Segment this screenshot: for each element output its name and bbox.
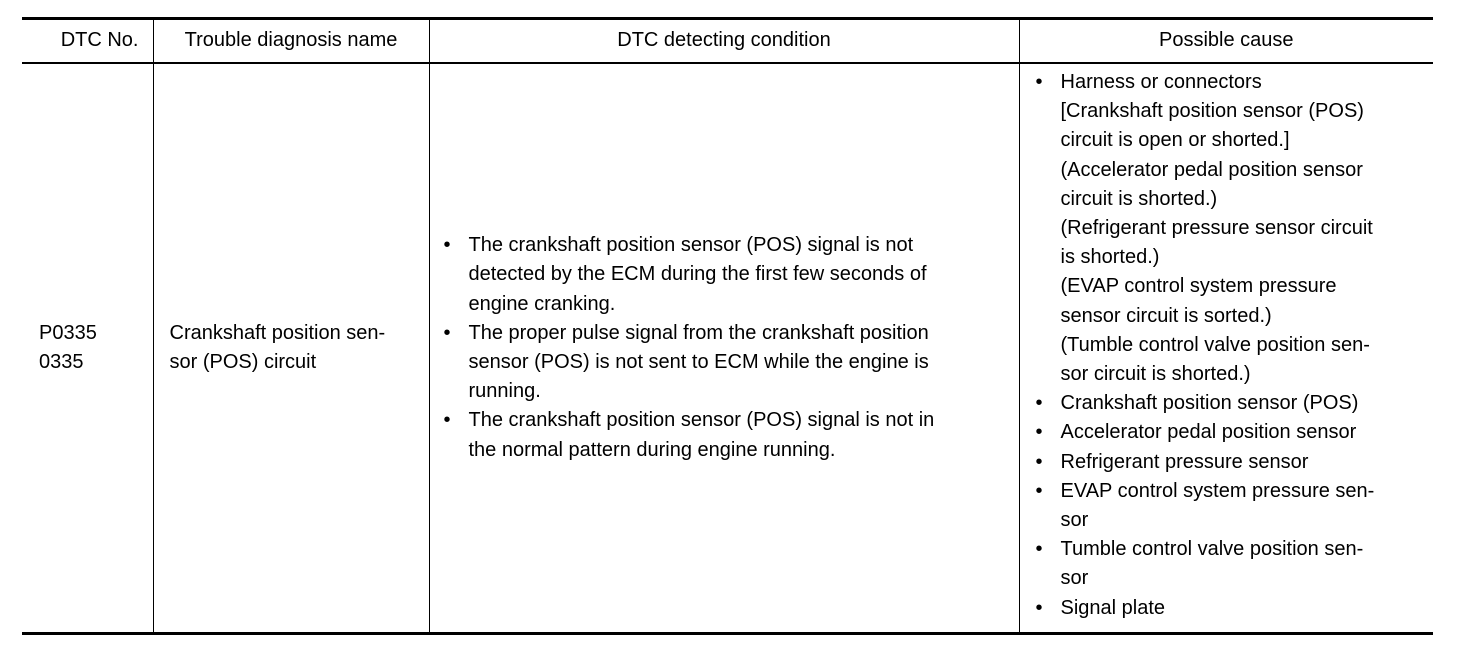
dtc-table-container (22, 17, 1433, 635)
cause-text-line: is shorted.) (1060, 246, 1160, 269)
dtc-no-cell (22, 63, 153, 634)
condition-item (444, 231, 1009, 319)
table-row (22, 63, 1433, 634)
header-row (22, 19, 1433, 64)
cause-item (1036, 448, 1426, 477)
possible-cause-cell (1019, 63, 1433, 634)
bullet-icon: • (1035, 538, 1043, 561)
cause-item (1036, 389, 1426, 418)
cause-text-line: Accelerator pedal position sensor (1060, 421, 1357, 444)
cause-text-line: Harness or connectors (1060, 71, 1262, 93)
bullet-icon: • (1035, 71, 1043, 93)
cause-text-line: (Tumble control valve position sen- (1060, 333, 1370, 356)
cause-item (1036, 68, 1426, 389)
dtc-code-alt: 0335 (39, 351, 84, 373)
bullet-icon: • (1035, 479, 1043, 502)
bullet-icon: • (1035, 596, 1043, 619)
cause-text-line: Tumble control valve position sen- (1060, 538, 1364, 561)
bullet-icon: • (443, 409, 451, 432)
bullet-icon: • (1035, 392, 1043, 415)
cause-text-line: EVAP control system pressure sen- (1060, 479, 1375, 502)
header-possible-cause: Possible cause (1019, 19, 1433, 64)
cause-text-line: sensor circuit is sorted.) (1060, 304, 1272, 327)
cause-item (1036, 418, 1426, 447)
condition-item (444, 406, 1009, 464)
cause-text-line: Signal plate (1060, 596, 1166, 619)
diagnosis-name-line: Crankshaft position sen- (169, 321, 386, 344)
cause-text-line: sor (1060, 509, 1089, 532)
cause-item (1036, 594, 1426, 623)
condition-text-line: engine cranking. (468, 292, 616, 315)
cause-text-line: sor circuit is shorted.) (1060, 363, 1251, 386)
condition-text-line: detected by the ECM during the first few seconds of (468, 263, 927, 286)
header-dtc-no: DTC No. (60, 29, 139, 52)
bullet-icon: • (1035, 450, 1043, 473)
condition-item (444, 319, 1009, 407)
table-header (22, 19, 1433, 64)
detecting-condition-cell (429, 63, 1019, 634)
bullet-icon: • (443, 321, 451, 344)
cause-text-line: (Refrigerant pressure sensor circuit (1060, 217, 1373, 240)
condition-list (444, 231, 1009, 465)
diagnosis-name-line: sor (POS) circuit (169, 351, 317, 373)
condition-text-line: the normal pattern during engine running. (468, 438, 836, 461)
dtc-code: P0335 (39, 321, 97, 344)
cause-item (1036, 535, 1426, 593)
condition-text-line: The crankshaft position sensor (POS) signal is not (468, 234, 914, 257)
condition-text-line: sensor (POS) is not sent to ECM while the engine is (468, 351, 929, 373)
cause-text-line: Crankshaft position sensor (POS) (1060, 392, 1359, 415)
condition-text-line: The crankshaft position sensor (POS) signal is not in (468, 409, 935, 432)
dtc-table (22, 17, 1433, 635)
bullet-icon: • (443, 234, 451, 257)
header-trouble-diagnosis-name: Trouble diagnosis name (153, 19, 429, 64)
cause-text-line: circuit is open or shorted.] (1060, 129, 1290, 152)
header-dtc-detecting-condition: DTC detecting condition (429, 19, 1019, 64)
trouble-diagnosis-name-cell (153, 63, 429, 634)
bullet-icon: • (1035, 421, 1043, 444)
cause-list (1036, 68, 1426, 623)
condition-text-line: The proper pulse signal from the crankshaft position (468, 321, 929, 344)
cause-text-line: Refrigerant pressure sensor (1060, 450, 1309, 473)
cause-item (1036, 477, 1426, 535)
table-body (22, 63, 1433, 634)
cause-text-line: circuit is shorted.) (1060, 187, 1218, 210)
condition-text-line: running. (468, 380, 541, 403)
cause-text-line: sor (1060, 567, 1089, 590)
cause-text-line: (Accelerator pedal position sensor (1060, 158, 1363, 181)
cause-text-line: [Crankshaft position sensor (POS) (1060, 100, 1364, 123)
cause-text-line: (EVAP control system pressure (1060, 275, 1337, 298)
